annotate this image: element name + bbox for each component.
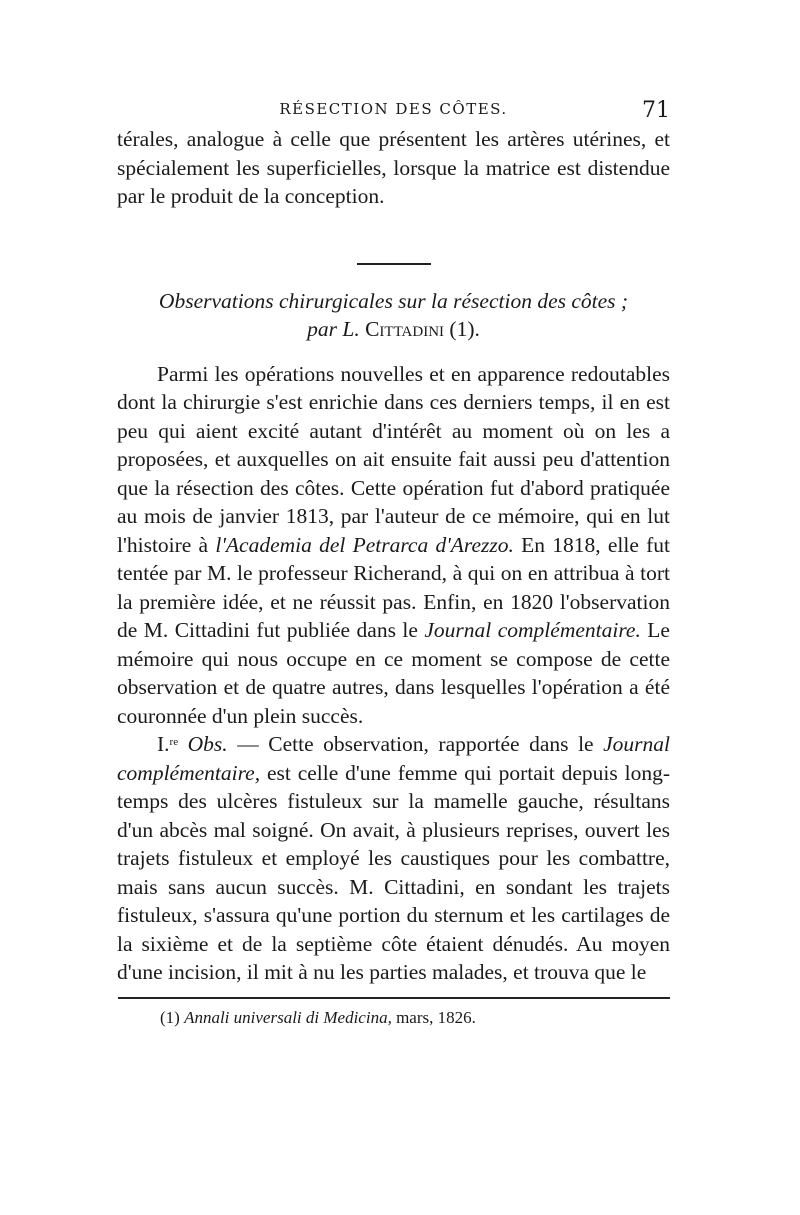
- obs-label: Obs.: [187, 732, 228, 756]
- footnote-text: mars, 1826.: [391, 1008, 476, 1027]
- section-title-text: Observations chirurgicales sur la résection des côtes ;: [158, 288, 629, 313]
- para2-text-b: est celle d'une femme qui portait depuis long-temps des ulcères fistuleux sur la mamelle gauche, résultans d'un abcès mal soigné. On avait, à plusieurs reprises, ouvert les trajets fistuleux et employé les caustiques pour les combattre, mais sans aucun succès. M. Cittadini, en sondant les trajets fistuleux, s'assura qu'une portion du sternum et les cartilages de la sixième et de la septième côte étaient dénudés. Au moyen d'une incision, il mit à nu les parties malades, et trouva que le: [117, 760, 670, 984]
- byline-prefix: par L.: [307, 317, 360, 341]
- obs-dash: —: [227, 732, 269, 756]
- obs-label-num: I.: [157, 732, 170, 756]
- byline-ref: (1).: [449, 317, 480, 341]
- section-divider: [357, 263, 431, 265]
- section-title: [117, 287, 670, 316]
- para1-italic-b: Journal complémentaire.: [424, 618, 641, 642]
- section-heading: [117, 287, 670, 344]
- running-title: RÉSECTION DES CÔTES.: [279, 100, 508, 118]
- paragraph-observation-1: [117, 730, 670, 987]
- para2-italic-a: Journal complémentaire,: [117, 732, 671, 785]
- continuation-paragraph: térales, analogue à celle que présentent les artères utérines, et spécialement les superficielles, lorsque la matrice est distendue par le produit de la conception.: [117, 127, 670, 208]
- spacer: [117, 344, 670, 360]
- paragraph-intro: [117, 360, 670, 731]
- obs-label-sup: re: [169, 736, 179, 748]
- byline-author: Cittadini: [365, 317, 445, 341]
- para2-text-a: Cette observation, rapportée dans le: [268, 732, 604, 756]
- para1-text-b: En 1818, elle fut tentée par M. le professeur Richerand, à qui on en attribua à tort la première idée, et ne réussit pas. Enfin, en 1820 l'observation de M. Cittadini fut publiée dans le: [117, 532, 670, 642]
- para1-text-c: Le mémoire qui nous occupe en ce moment se compose de cette observation et de quatre autres, dans lesquelles l'opération a été couronnée d'un plein succès.: [117, 618, 670, 728]
- footnote: [160, 1008, 660, 1028]
- para1-italic-a: l'Academia del Petrarca d'Arezzo.: [215, 532, 514, 557]
- page-number: 71: [642, 98, 670, 123]
- footnote-rule: [118, 997, 670, 999]
- section-byline: [117, 315, 670, 344]
- footnote-marker: (1): [160, 1008, 180, 1027]
- para1-text-a: Parmi les opérations nouvelles et en apparence redoutables dont la chirurgie s'est enrichie dans ces derniers temps, il en est peu qui aient excité autant d'intérêt au moment où on les a proposées, et auxquelles on ait ensuite fait aussi peu d'attention que la résection des côtes. Cette opération fut d'abord pratiquée au mois de janvier 1813, par l'auteur de ce mémoire, qui en lut l'histoire à: [117, 361, 670, 557]
- body-text: [117, 125, 670, 987]
- footnote-italic: Annali universali di Medicina,: [184, 1008, 392, 1027]
